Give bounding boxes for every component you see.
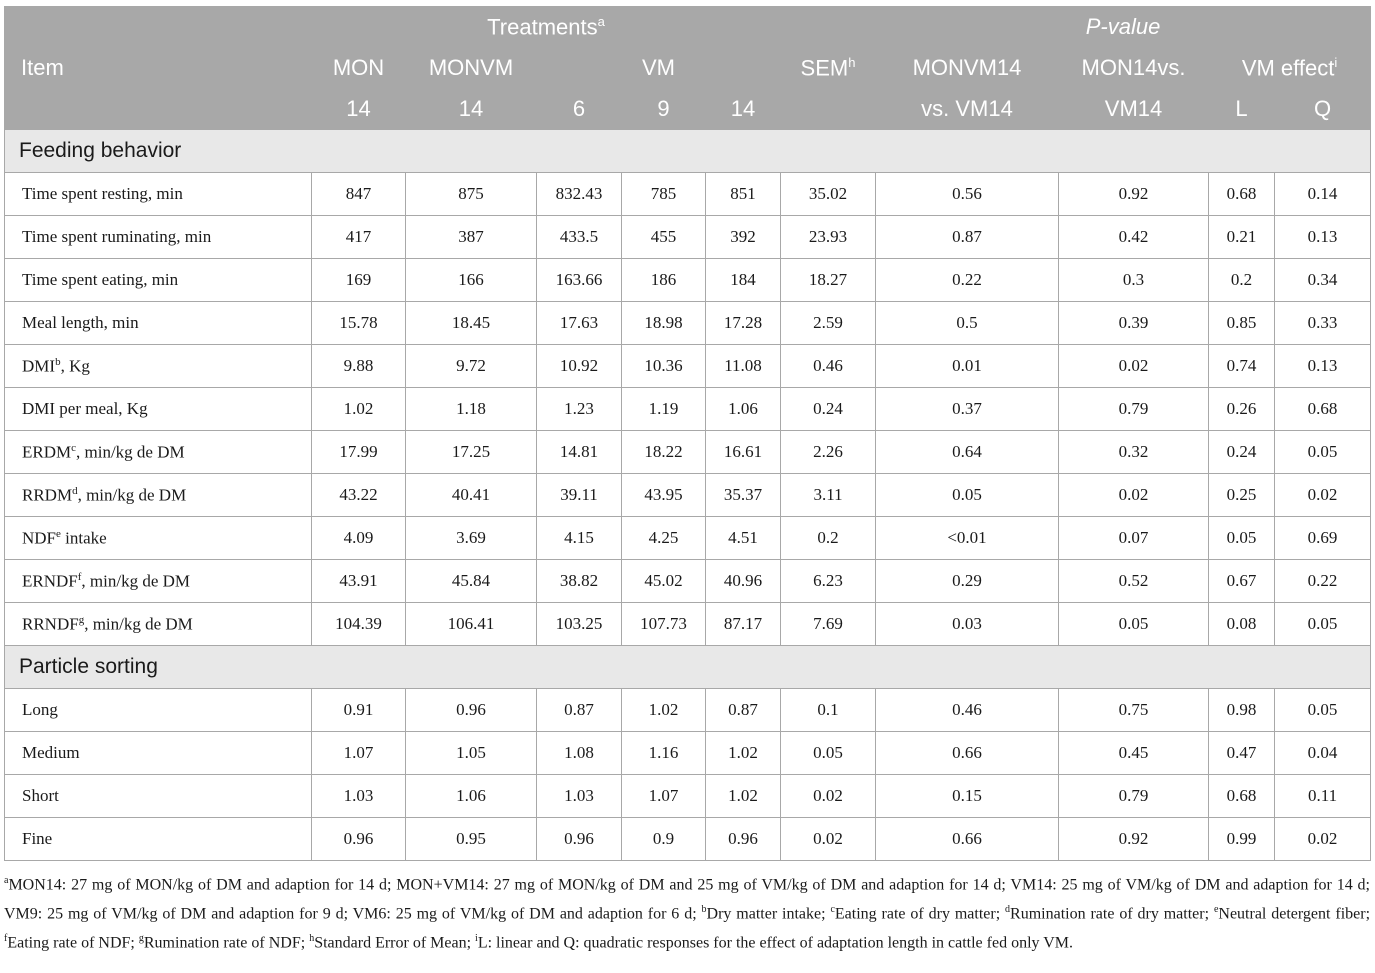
- table-cell: 104.39: [312, 603, 406, 646]
- table-cell: 1.03: [537, 775, 622, 818]
- table-cell: 35.37: [706, 474, 781, 517]
- table-cell: 4.09: [312, 517, 406, 560]
- table-header: [5, 7, 1371, 130]
- table-cell: 1.08: [537, 732, 622, 775]
- table-cell: 0.37: [876, 388, 1059, 431]
- table-cell: 851: [706, 173, 781, 216]
- table-cell: 1.02: [706, 732, 781, 775]
- row-label: DMI$^b$, Kg: [5, 345, 312, 388]
- table-body: [5, 130, 1371, 861]
- table-cell: 0.1: [781, 689, 876, 732]
- table-cell: 0.02: [1275, 474, 1371, 517]
- vm-header: VM: [537, 48, 781, 89]
- monvm-header: MONVM: [406, 48, 537, 89]
- table-cell: 9.72: [406, 345, 537, 388]
- monvm14-vs-header: MONVM14: [876, 48, 1059, 89]
- table-cell: 4.15: [537, 517, 622, 560]
- table-cell: 0.52: [1059, 560, 1209, 603]
- table-cell: 0.26: [1209, 388, 1275, 431]
- table-cell: 17.63: [537, 302, 622, 345]
- table-cell: 0.42: [1059, 216, 1209, 259]
- table-cell: 0.91: [312, 689, 406, 732]
- table-cell: 0.34: [1275, 259, 1371, 302]
- table-cell: 18.45: [406, 302, 537, 345]
- row-label: Meal length, min: [5, 302, 312, 345]
- table-footnote: $^a$MON14: 27 mg of MON/kg of DM and adaption for 14 d; MON+VM14: 27 mg of MON/kg of DM and 25 mg of VM/kg of DM and adaption for 14 d; VM14: 25 mg of VM/kg of DM and adaption for 14 d; VM9: 25 mg of VM/kg of DM and adaption for 9 d; VM6: 25 mg of VM/kg of DM and adaption for 6 d; $^b$Dry matter intake; $^c$Eating rate of dry matter; $^d$Rumination rate of dry matter; $^e$Neutral detergent fiber; $^f$Eating rate of NDF; $^g$Rumination rate of NDF; $^h$Standard Error of Mean; $^i$L: linear and Q: quadratic responses for the effect of adaptation length in cattle fed only VM.: [4, 875, 1371, 951]
- table-cell: 0.02: [1059, 474, 1209, 517]
- table-cell: 14.81: [537, 431, 622, 474]
- table-cell: 0.66: [876, 818, 1059, 861]
- table-cell: <0.01: [876, 517, 1059, 560]
- vm-9-header: 9: [622, 89, 706, 130]
- table-cell: 10.36: [622, 345, 706, 388]
- mon14-vs-header: MON14vs.: [1059, 48, 1209, 89]
- row-label: Time spent resting, min: [5, 173, 312, 216]
- table-cell: 40.96: [706, 560, 781, 603]
- row-label: Long: [5, 689, 312, 732]
- l-header: L: [1209, 89, 1275, 130]
- table-cell: 0.21: [1209, 216, 1275, 259]
- table-cell: 0.87: [537, 689, 622, 732]
- table-cell: 106.41: [406, 603, 537, 646]
- table-cell: 0.45: [1059, 732, 1209, 775]
- table-cell: 0.22: [876, 259, 1059, 302]
- table-cell: 0.68: [1209, 173, 1275, 216]
- monvm-14-header: 14: [406, 89, 537, 130]
- pvalue-header: P-value: [876, 7, 1371, 48]
- table-cell: 0.05: [1275, 689, 1371, 732]
- table-container: [4, 6, 1370, 955]
- table-cell: 0.25: [1209, 474, 1275, 517]
- table-cell: 0.15: [876, 775, 1059, 818]
- table-cell: 0.2: [781, 517, 876, 560]
- table-cell: 1.18: [406, 388, 537, 431]
- table-cell: 0.69: [1275, 517, 1371, 560]
- table-cell: 0.07: [1059, 517, 1209, 560]
- table-cell: 1.05: [406, 732, 537, 775]
- table-cell: 1.23: [537, 388, 622, 431]
- table-cell: 0.87: [706, 689, 781, 732]
- vm-14-header: 14: [706, 89, 781, 130]
- table-cell: 832.43: [537, 173, 622, 216]
- table-cell: 0.68: [1275, 388, 1371, 431]
- table-cell: 392: [706, 216, 781, 259]
- table-cell: 0.79: [1059, 388, 1209, 431]
- table-cell: 0.05: [876, 474, 1059, 517]
- table-cell: 387: [406, 216, 537, 259]
- table-row: [5, 732, 1371, 775]
- row-label: Time spent ruminating, min: [5, 216, 312, 259]
- table-cell: 17.28: [706, 302, 781, 345]
- table-cell: 0.01: [876, 345, 1059, 388]
- table-cell: 1.02: [622, 689, 706, 732]
- table-cell: 0.66: [876, 732, 1059, 775]
- section-row: [5, 130, 1371, 173]
- table-cell: 35.02: [781, 173, 876, 216]
- table-cell: 0.29: [876, 560, 1059, 603]
- table-cell: 6.23: [781, 560, 876, 603]
- mon-14-header: 14: [312, 89, 406, 130]
- table-cell: 103.25: [537, 603, 622, 646]
- table-cell: 0.24: [781, 388, 876, 431]
- table-cell: 1.02: [312, 388, 406, 431]
- table-row: [5, 216, 1371, 259]
- table-cell: 0.2: [1209, 259, 1275, 302]
- table-cell: 0.05: [1209, 517, 1275, 560]
- table-cell: 45.02: [622, 560, 706, 603]
- mon14-vs-header-line2: VM14: [1059, 89, 1209, 130]
- section-title: Feeding behavior: [5, 130, 1371, 173]
- table-cell: 0.98: [1209, 689, 1275, 732]
- table-row: [5, 560, 1371, 603]
- table-cell: 0.99: [1209, 818, 1275, 861]
- table-cell: 0.85: [1209, 302, 1275, 345]
- row-label: DMI per meal, Kg: [5, 388, 312, 431]
- table-cell: 847: [312, 173, 406, 216]
- table-cell: 0.11: [1275, 775, 1371, 818]
- table-cell: 1.07: [622, 775, 706, 818]
- table-row: [5, 173, 1371, 216]
- table-row: [5, 818, 1371, 861]
- table-row: [5, 388, 1371, 431]
- table-cell: 163.66: [537, 259, 622, 302]
- table-cell: 0.3: [1059, 259, 1209, 302]
- table-cell: 3.11: [781, 474, 876, 517]
- vm-effect-header: VM effect$^i$: [1209, 48, 1371, 89]
- table-cell: 186: [622, 259, 706, 302]
- table-cell: 0.08: [1209, 603, 1275, 646]
- table-row: [5, 517, 1371, 560]
- table-cell: 11.08: [706, 345, 781, 388]
- table-row: [5, 689, 1371, 732]
- table-cell: 18.27: [781, 259, 876, 302]
- table-cell: 0.46: [781, 345, 876, 388]
- sem-header: SEM$^h$: [781, 7, 876, 130]
- table-cell: 0.05: [1275, 431, 1371, 474]
- table-cell: 1.03: [312, 775, 406, 818]
- table-cell: 18.22: [622, 431, 706, 474]
- row-label: Short: [5, 775, 312, 818]
- table-cell: 18.98: [622, 302, 706, 345]
- table-cell: 0.05: [1059, 603, 1209, 646]
- table-cell: 0.75: [1059, 689, 1209, 732]
- table-cell: 0.47: [1209, 732, 1275, 775]
- table-cell: 0.05: [1275, 603, 1371, 646]
- table-cell: 9.88: [312, 345, 406, 388]
- table-cell: 23.93: [781, 216, 876, 259]
- table-cell: 184: [706, 259, 781, 302]
- row-label: RRDM$^d$, min/kg de DM: [5, 474, 312, 517]
- treatments-header: Treatments$^a$: [312, 7, 781, 48]
- table-cell: 0.22: [1275, 560, 1371, 603]
- row-label: RRNDF$^g$, min/kg de DM: [5, 603, 312, 646]
- table-cell: 7.69: [781, 603, 876, 646]
- table-cell: 0.96: [706, 818, 781, 861]
- table-cell: 39.11: [537, 474, 622, 517]
- table-cell: 0.46: [876, 689, 1059, 732]
- table-row: [5, 775, 1371, 818]
- table-cell: 0.13: [1275, 345, 1371, 388]
- table-cell: 43.22: [312, 474, 406, 517]
- table-cell: 455: [622, 216, 706, 259]
- table-cell: 0.67: [1209, 560, 1275, 603]
- table-cell: 87.17: [706, 603, 781, 646]
- table-cell: 0.14: [1275, 173, 1371, 216]
- table-row: [5, 474, 1371, 517]
- table-cell: 166: [406, 259, 537, 302]
- row-label: Medium: [5, 732, 312, 775]
- vm-6-header: 6: [537, 89, 622, 130]
- table-cell: 0.5: [876, 302, 1059, 345]
- table-cell: 0.68: [1209, 775, 1275, 818]
- table-cell: 875: [406, 173, 537, 216]
- table-cell: 43.95: [622, 474, 706, 517]
- table-cell: 10.92: [537, 345, 622, 388]
- table-cell: 17.25: [406, 431, 537, 474]
- table-cell: 0.13: [1275, 216, 1371, 259]
- table-cell: 0.64: [876, 431, 1059, 474]
- table-cell: 0.24: [1209, 431, 1275, 474]
- table-cell: 0.02: [781, 775, 876, 818]
- table-cell: 17.99: [312, 431, 406, 474]
- table-cell: 0.33: [1275, 302, 1371, 345]
- row-label: NDF$^e$ intake: [5, 517, 312, 560]
- table-cell: 2.59: [781, 302, 876, 345]
- table-cell: 1.02: [706, 775, 781, 818]
- table-cell: 16.61: [706, 431, 781, 474]
- table-cell: 0.87: [876, 216, 1059, 259]
- table-cell: 0.56: [876, 173, 1059, 216]
- table-cell: 0.92: [1059, 818, 1209, 861]
- row-label: ERDM$^c$, min/kg de DM: [5, 431, 312, 474]
- data-table: [4, 6, 1371, 861]
- table-cell: 0.95: [406, 818, 537, 861]
- monvm14-vs-header-line2: vs. VM14: [876, 89, 1059, 130]
- table-cell: 785: [622, 173, 706, 216]
- table-cell: 0.04: [1275, 732, 1371, 775]
- table-cell: 40.41: [406, 474, 537, 517]
- table-cell: 0.03: [876, 603, 1059, 646]
- table-cell: 0.02: [781, 818, 876, 861]
- table-cell: 0.39: [1059, 302, 1209, 345]
- table-row: [5, 603, 1371, 646]
- table-cell: 45.84: [406, 560, 537, 603]
- table-cell: 1.19: [622, 388, 706, 431]
- table-cell: 107.73: [622, 603, 706, 646]
- table-cell: 433.5: [537, 216, 622, 259]
- table-cell: 4.25: [622, 517, 706, 560]
- table-cell: 1.07: [312, 732, 406, 775]
- table-cell: 1.16: [622, 732, 706, 775]
- table-cell: 43.91: [312, 560, 406, 603]
- table-cell: 1.06: [406, 775, 537, 818]
- table-row: [5, 431, 1371, 474]
- table-cell: 38.82: [537, 560, 622, 603]
- table-cell: 1.06: [706, 388, 781, 431]
- table-cell: 0.32: [1059, 431, 1209, 474]
- table-cell: 0.02: [1275, 818, 1371, 861]
- table-cell: 0.79: [1059, 775, 1209, 818]
- table-cell: 0.96: [312, 818, 406, 861]
- table-cell: 0.74: [1209, 345, 1275, 388]
- row-label: Time spent eating, min: [5, 259, 312, 302]
- table-cell: 0.92: [1059, 173, 1209, 216]
- row-label: Fine: [5, 818, 312, 861]
- section-title: Particle sorting: [5, 646, 1371, 689]
- q-header: Q: [1275, 89, 1371, 130]
- table-cell: 0.96: [537, 818, 622, 861]
- item-header: Item: [5, 7, 312, 130]
- table-cell: 417: [312, 216, 406, 259]
- section-row: [5, 646, 1371, 689]
- table-row: [5, 302, 1371, 345]
- table-cell: 15.78: [312, 302, 406, 345]
- table-cell: 2.26: [781, 431, 876, 474]
- table-cell: 3.69: [406, 517, 537, 560]
- table-cell: 0.05: [781, 732, 876, 775]
- row-label: ERNDF$^f$, min/kg de DM: [5, 560, 312, 603]
- table-cell: 169: [312, 259, 406, 302]
- table-row: [5, 259, 1371, 302]
- mon-header: MON: [312, 48, 406, 89]
- table-cell: 0.02: [1059, 345, 1209, 388]
- table-row: [5, 345, 1371, 388]
- table-cell: 4.51: [706, 517, 781, 560]
- table-cell: 0.96: [406, 689, 537, 732]
- table-cell: 0.9: [622, 818, 706, 861]
